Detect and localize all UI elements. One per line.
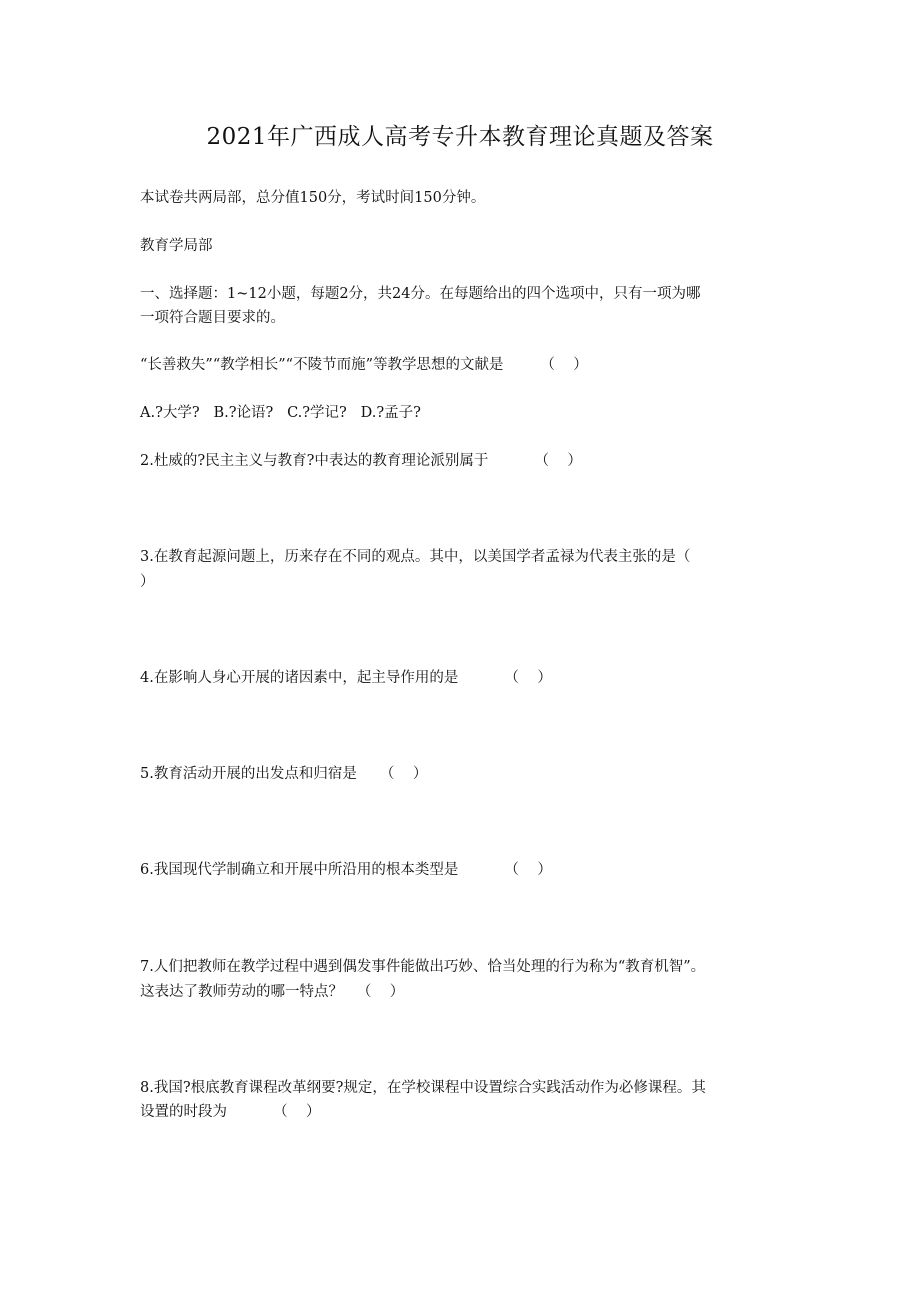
question-7-line-1: 7.人们把教师在教学过程中遇到偶发事件能做出巧妙、恰当处理的行为称为“教育机智”。 <box>140 959 706 975</box>
question-5: 5.教育活动开展的出发点和归宿是 （ ） <box>140 766 428 782</box>
document-title: 2021年广西成人高考专升本教育理论真题及答案 <box>206 124 714 150</box>
question-7-line-2: 这表达了教师劳动的哪一特点？ （ ） <box>140 984 405 1000</box>
question-1-options: A.?大学? B.?论语? C.?学记? D.?孟子? <box>140 405 421 421</box>
question-4: 4.在影响人身心开展的诸因素中，起主导作用的是 （ ） <box>140 670 552 686</box>
question-3-line-1: 3.在教育起源问题上，历来存在不同的观点。其中，以美国学者孟禄为代表主张的是（ <box>140 549 691 565</box>
instructions-line-2: 一项符合题目要求的。 <box>140 310 285 326</box>
exam-intro: 本试卷共两局部，总分值150分，考试时间150分钟。 <box>140 190 486 206</box>
question-1-text: “长善救失”“教学相长”“不陵节而施”等教学思想的文献是 （ ） <box>140 357 588 373</box>
question-8-line-2: 设置的时段为 （ ） <box>140 1104 321 1120</box>
question-8-line-1: 8.我国?根底教育课程改革纲要?规定，在学校课程中设置综合实践活动作为必修课程。其 <box>140 1080 706 1096</box>
instructions-line-1: 一、选择题：1~12小题，每题2分，共24分。在每题给出的四个选项中，只有一项为哪 <box>140 286 701 302</box>
question-6: 6.我国现代学制确立和开展中所沿用的根本类型是 （ ） <box>140 862 552 878</box>
question-2: 2.杜威的?民主主义与教育?中表达的教育理论派别属于 （ ） <box>140 453 582 469</box>
section-heading: 教育学局部 <box>140 238 213 254</box>
question-3-line-2: ） <box>140 574 155 590</box>
